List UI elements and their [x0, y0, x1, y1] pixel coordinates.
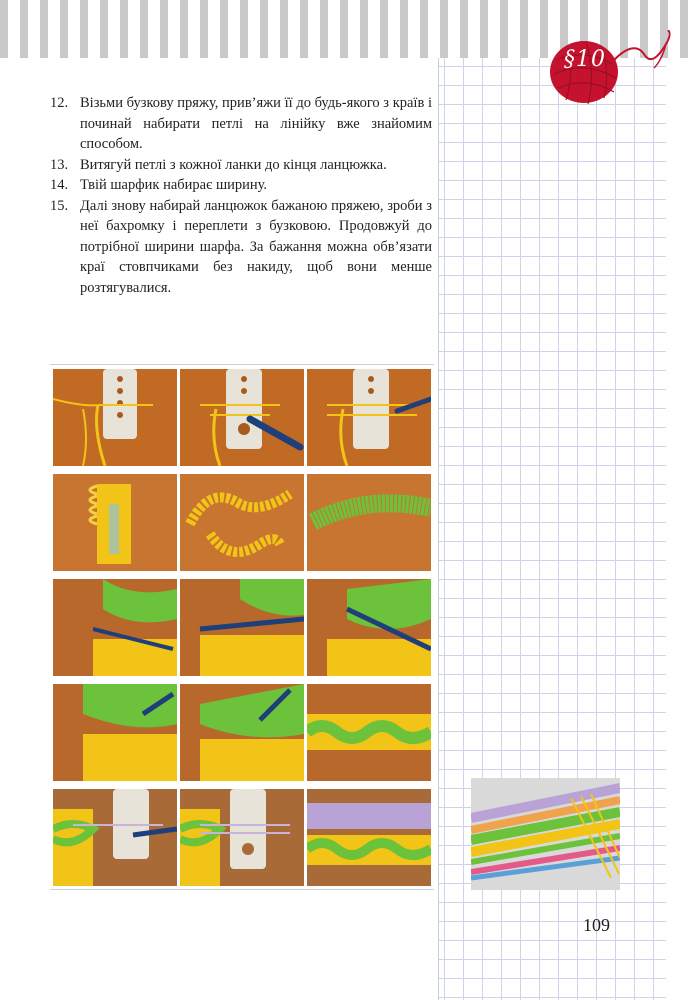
step-photo-grid [50, 364, 434, 890]
step-photo [53, 684, 177, 781]
list-item [50, 93, 432, 155]
step-number: 14. [50, 177, 69, 193]
step-number: 15. [50, 197, 69, 214]
step-text: Твій шарфик набирає ширину. [80, 177, 268, 193]
step-photo [180, 579, 304, 676]
list-item [50, 196, 432, 299]
section-badge: §10 [564, 47, 606, 72]
step-photo [180, 789, 304, 886]
step-photo [307, 474, 431, 571]
step-number: 12. [50, 95, 69, 111]
step-photo [53, 474, 177, 571]
graph-paper-edge [438, 58, 439, 1000]
step-text: Візьми бузкову пряжу, прив’яжи її до будь-якого з країв і починай набирати петлі на лінійку вже знайомим способом. [80, 95, 432, 152]
step-photo [307, 369, 431, 466]
step-photo [180, 474, 304, 571]
step-photo [180, 684, 304, 781]
instruction-list [50, 93, 432, 298]
step-photo [53, 789, 177, 886]
list-item [50, 155, 432, 176]
step-number: 13. [50, 156, 69, 173]
step-photo [307, 789, 431, 886]
step-text: Далі знову набирай ланцюжок бажаною пряжею, зроби з неї бахромку і переплети з бузковою. Продовжуй до потрібної ширини шарфа. За бажання можна обв’язати краї стовпчиками без накиду, щоб вони менше розтягувалися. [80, 197, 432, 296]
step-photo [307, 579, 431, 676]
finished-scarf-photo [471, 778, 620, 890]
list-item [50, 175, 432, 196]
page-number: 109 [583, 915, 610, 935]
step-photo [53, 579, 177, 676]
step-photo [307, 684, 431, 781]
step-photo [53, 369, 177, 466]
step-photo [180, 369, 304, 466]
step-text: Витягуй петлі з кожної ланки до кінця ланцюжка. [80, 156, 387, 173]
